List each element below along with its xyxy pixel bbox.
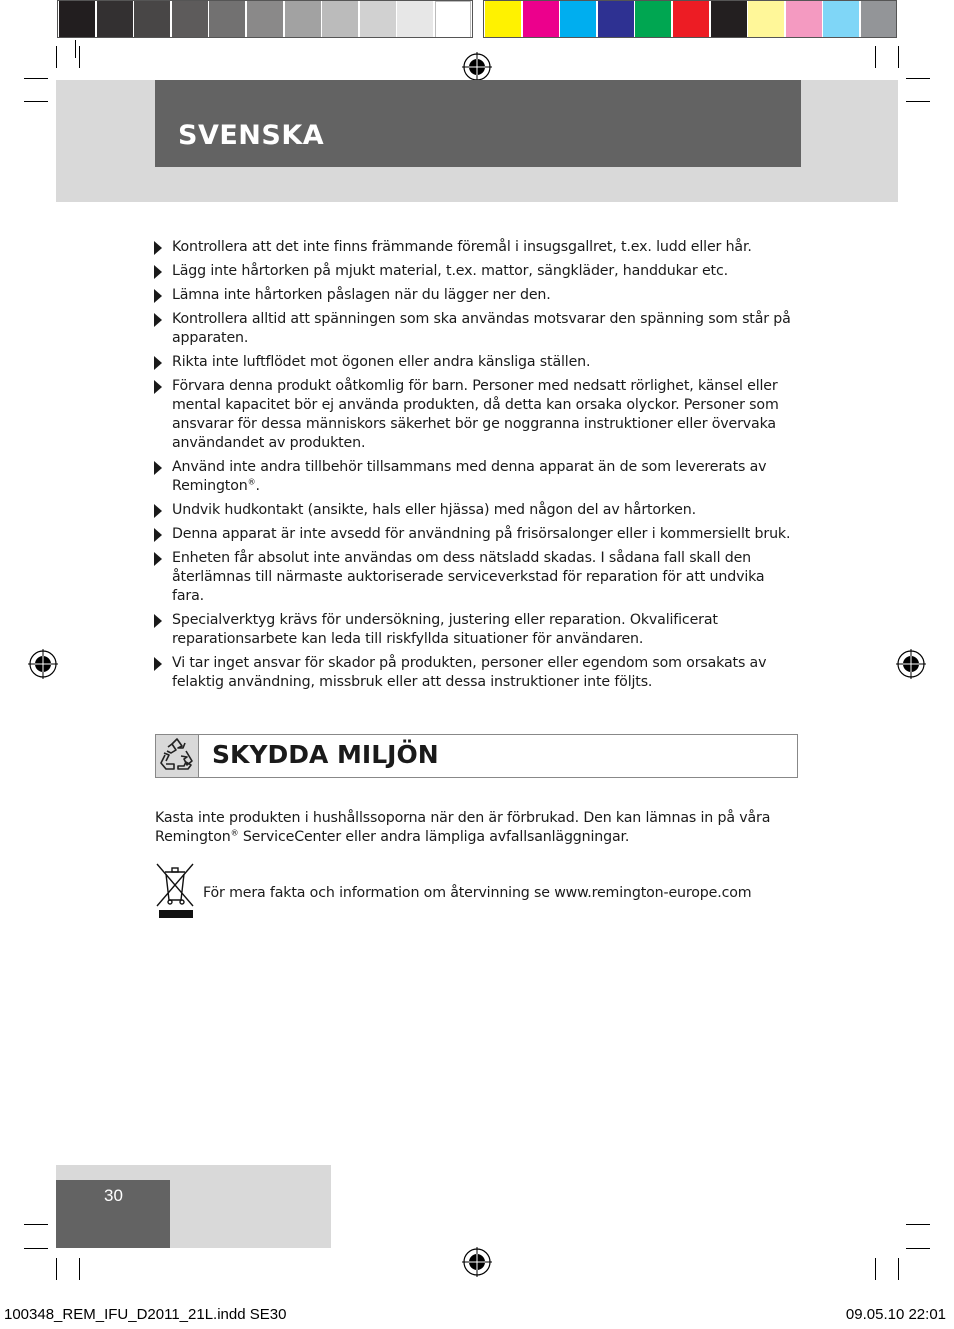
registration-mark-bottom — [462, 1247, 492, 1277]
registered-mark: ® — [230, 828, 239, 838]
environment-icon-box — [155, 734, 199, 778]
list-item-text: Förvara denna produkt oåtkomlig för barn. Personer med nedsatt rörlighet, känsel eller mental kapacitet bör ej använda produkten, då detta kan orsaka olyckor. Personer som ansvarar för dessa människors säkerhet bör ge noggranna instruktioner eller övervaka användandet av produkten. — [172, 378, 779, 451]
list-item — [152, 654, 792, 692]
list-item-suffix: . — [255, 478, 260, 494]
list-item — [152, 611, 792, 649]
environment-title: SKYDDA MILJÖN — [212, 740, 439, 769]
list-item — [152, 238, 792, 257]
list-item — [152, 286, 792, 305]
file-slug: 100348_REM_IFU_D2011_21L.indd SE30 — [4, 1306, 287, 1323]
list-item-text: Kontrollera alltid att spänningen som ska användas motsvarar den spänning som står på apparaten. — [172, 311, 791, 346]
registered-mark: ® — [247, 477, 256, 487]
list-item — [152, 501, 792, 520]
date-slug: 09.05.10 22:01 — [845, 1306, 946, 1323]
triangle-bullet-icon — [154, 614, 162, 628]
triangle-bullet-icon — [154, 657, 162, 671]
triangle-bullet-icon — [154, 265, 162, 279]
list-item — [152, 458, 792, 496]
process-bar-frame — [483, 0, 897, 38]
page-number: 30 — [104, 1186, 123, 1205]
triangle-bullet-icon — [154, 380, 162, 394]
list-item-text: Lägg inte hårtorken på mjukt material, t.ex. mattor, sängkläder, handdukar etc. — [172, 263, 728, 279]
triangle-bullet-icon — [154, 528, 162, 542]
safety-instructions-list — [152, 238, 792, 697]
triangle-bullet-icon — [154, 356, 162, 370]
list-item-text: Lämna inte hårtorken påslagen när du lägger ner den. — [172, 287, 551, 303]
list-item-text: Denna apparat är inte avsedd för användning på frisörsalonger eller i kommersiellt bruk. — [172, 526, 791, 542]
recycling-info: För mera fakta och information om återvinning se www.remington-europe.com — [203, 885, 752, 901]
registration-mark-left — [28, 649, 58, 679]
list-item-text: Använd inte andra tillbehör tillsammans med denna apparat än de som levererats av Remington — [172, 459, 767, 494]
list-item — [152, 525, 792, 544]
triangle-bullet-icon — [154, 461, 162, 475]
triangle-bullet-icon — [154, 289, 162, 303]
recycle-icon — [156, 735, 198, 777]
list-item — [152, 549, 792, 606]
crossed-out-bin-icon — [155, 862, 195, 920]
list-item-text: Specialverktyg krävs för undersökning, justering eller reparation. Okvalificerat reparationsarbete kan leda till riskfyllda situationer för användaren. — [172, 612, 718, 647]
triangle-bullet-icon — [154, 241, 162, 255]
registration-mark-top — [462, 52, 492, 82]
gray-bar-frame — [57, 0, 473, 38]
list-item — [152, 353, 792, 372]
list-item — [152, 377, 792, 453]
list-item — [152, 310, 792, 348]
triangle-bullet-icon — [154, 552, 162, 566]
environment-paragraph — [155, 809, 795, 847]
list-item — [152, 262, 792, 281]
environment-paragraph-part2: ServiceCenter eller andra lämpliga avfallsanläggningar. — [238, 829, 630, 845]
list-item-text: Kontrollera att det inte finns främmande föremål i insugsgallret, t.ex. ludd eller hår. — [172, 239, 752, 255]
triangle-bullet-icon — [154, 504, 162, 518]
list-item-text: Vi tar inget ansvar för skador på produkten, personer eller egendom som orsakats av felaktig användning, missbruk eller att dessa instruktioner inte följts. — [172, 655, 767, 690]
environment-paragraph-part1: Kasta inte produkten i hushållssoporna när den är förbrukad. Den kan lämnas in på våra Remington — [155, 810, 771, 845]
list-item-text: Undvik hudkontakt (ansikte, hals eller hjässa) med någon del av hårtorken. — [172, 502, 696, 518]
triangle-bullet-icon — [154, 313, 162, 327]
list-item-text: Rikta inte luftflödet mot ögonen eller andra känsliga ställen. — [172, 354, 591, 370]
registration-mark-right — [896, 649, 926, 679]
list-item-text: Enheten får absolut inte användas om dess nätsladd skadas. I sådana fall skall den återlämnas till närmaste auktoriserade serviceverkstad för reparation för att undvika fara. — [172, 550, 765, 604]
page-title: SVENSKA — [178, 120, 325, 151]
